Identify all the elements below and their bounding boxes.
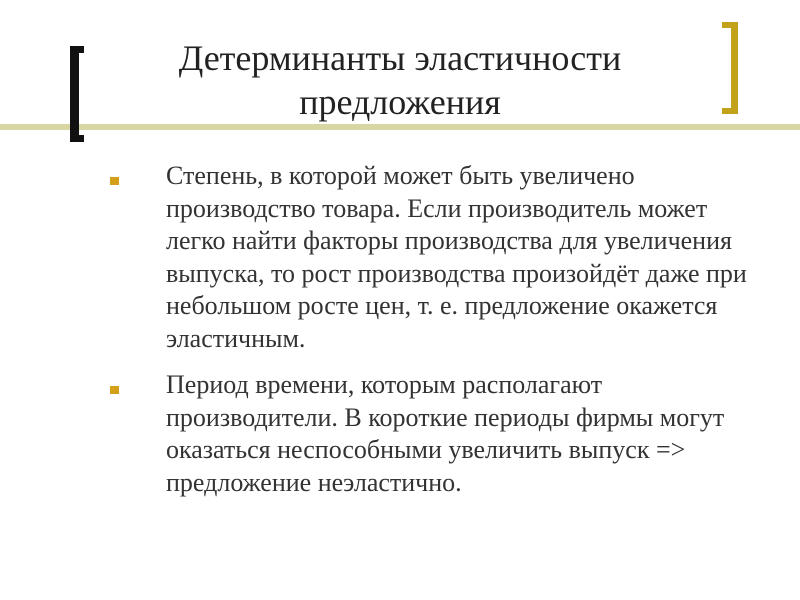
bullet-item	[110, 160, 770, 355]
bullet-item	[110, 369, 770, 499]
title-separator-line	[0, 124, 800, 130]
bullet-text: Период времени, которым располагают производители. В короткие периоды фирмы могут оказаться неспособными увеличить выпуск => предложение неэластично.	[166, 370, 725, 497]
bullet-text: Степень, в которой может быть увеличено производство товара. Если производитель может легко найти факторы производства для увеличения выпуска, то рост производства произойдёт даже при небольшом росте цен, т. е. предложение окажется эластичным.	[166, 161, 747, 353]
right-bracket-decoration	[722, 22, 738, 114]
slide-title: Детерминанты эластичности предложения	[178, 38, 622, 122]
bullet-list	[110, 160, 770, 513]
left-bracket-decoration	[70, 46, 84, 142]
square-bullet-icon	[110, 386, 119, 394]
square-bullet-icon	[110, 177, 119, 185]
